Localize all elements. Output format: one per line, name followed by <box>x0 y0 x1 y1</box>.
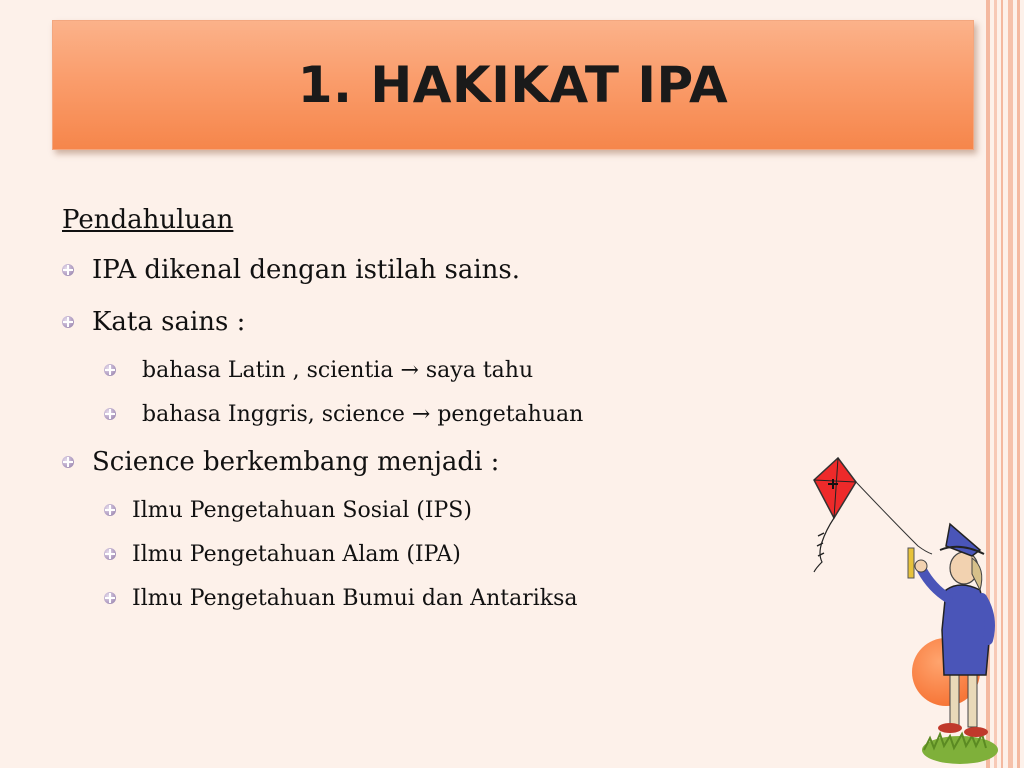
list-item <box>62 244 802 296</box>
list-subitem <box>62 488 802 532</box>
bullet-icon <box>104 592 116 604</box>
list-subitem <box>62 576 802 620</box>
list-item-text: bahasa Inggris, science → pengetahuan <box>142 401 584 427</box>
kite-flyer-illustration <box>800 450 1024 768</box>
bullet-icon <box>62 316 74 328</box>
list-item-text: IPA dikenal dengan istilah sains. <box>92 255 521 285</box>
list-item-text: Ilmu Pengetahuan Alam (IPA) <box>132 541 461 567</box>
slide-content <box>62 200 802 620</box>
bullet-icon <box>62 264 74 276</box>
bullet-icon <box>104 504 116 516</box>
bullet-icon <box>104 408 116 420</box>
list-subitem <box>62 348 802 392</box>
list-item-text: Ilmu Pengetahuan Sosial (IPS) <box>132 497 472 523</box>
title-bar <box>52 20 974 150</box>
bullet-icon <box>104 548 116 560</box>
list-item-text: Science berkembang menjadi : <box>92 447 500 477</box>
list-item-text: bahasa Latin , scientia → saya tahu <box>142 357 534 383</box>
boy-figure <box>908 524 998 764</box>
bullet-icon <box>62 456 74 468</box>
list-item <box>62 296 802 348</box>
slide-title: 1. HAKIKAT IPA <box>297 56 729 114</box>
list-subitem <box>62 392 802 436</box>
bullet-icon <box>104 364 116 376</box>
list-item <box>62 436 802 488</box>
intro-heading: Pendahuluan <box>62 205 234 235</box>
list-item-text: Kata sains : <box>92 307 246 337</box>
list-item-text: Ilmu Pengetahuan Bumui dan Antariksa <box>132 585 578 611</box>
list-subitem <box>62 532 802 576</box>
